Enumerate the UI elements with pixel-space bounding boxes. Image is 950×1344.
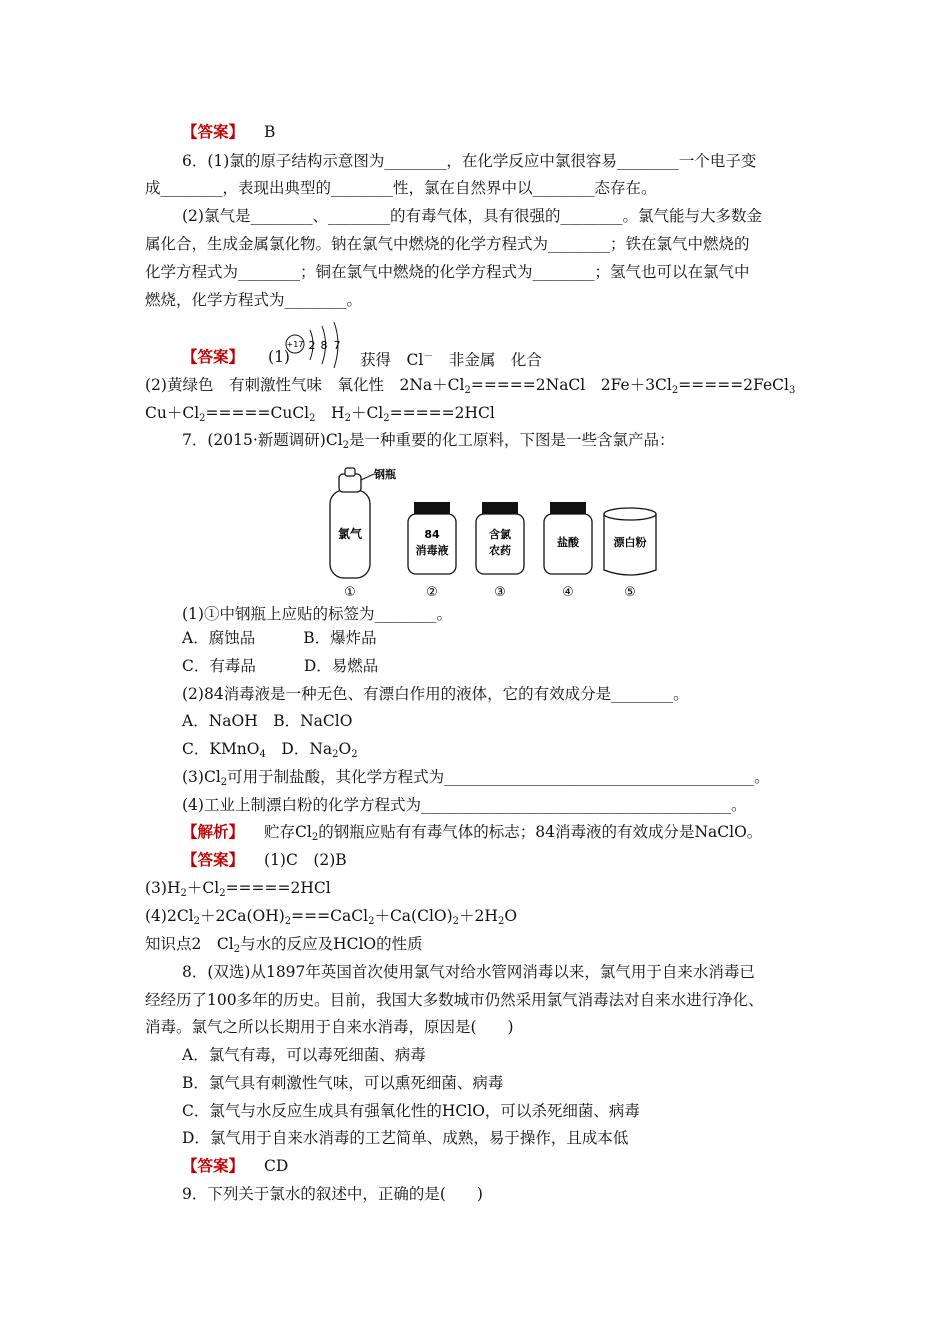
answer-part-prefix: (1) — [268, 348, 290, 366]
product-label-3a: 含氯 — [489, 528, 511, 541]
q6-line-2: 成________，表现出典型的________性，氯在自然界中以________态存在。 — [145, 179, 657, 197]
product-number-5: ⑤ — [624, 585, 636, 600]
question-text: 是一种重要的化工原料，下图是一些含氯产品： — [349, 431, 675, 449]
q7-part-3 — [182, 767, 770, 793]
subscript: 2 — [199, 413, 206, 424]
subscript: 2 — [332, 749, 339, 760]
q6-line-4: 属化合，生成金属氯化物。钠在氯气中燃烧的化学方程式为________；铁在氯气中燃烧的 — [145, 235, 750, 253]
option-d: D．易燃品 — [303, 657, 379, 675]
q7-answer-4 — [145, 906, 517, 932]
chlorine-products-figure — [320, 466, 660, 604]
answer-text: 获得 Cl — [360, 351, 424, 369]
product-number-2: ② — [426, 585, 438, 600]
product-number-3: ③ — [494, 585, 506, 600]
q8-line-3: 消毒。氯气之所以长期用于自来水消毒，原因是( ) — [145, 1018, 514, 1036]
answer-text: (2)黄绿色 有刺激性气味 氧化性 2Na＋Cl — [145, 376, 465, 394]
answer-text: ＋Cl — [186, 879, 220, 897]
shell-electrons-1: 2 — [308, 339, 316, 352]
subscript: 2 — [233, 944, 241, 955]
q7-p2-row-2 — [182, 739, 358, 765]
answer-tag: 【答案】 — [182, 850, 245, 869]
product-number-1: ① — [344, 585, 356, 600]
answer-text: =====2HCl — [389, 404, 495, 422]
section-heading: 与水的反应及HClO的性质 — [240, 935, 423, 953]
answer-text: ＋Ca(ClO) — [374, 907, 453, 925]
subscript: 4 — [259, 749, 266, 760]
answer-text: ＋2Ca(OH) — [200, 907, 285, 925]
subscript: 2 — [220, 777, 228, 788]
subscript: 2 — [497, 916, 505, 927]
subscript: 2 — [383, 413, 390, 424]
cylinder-label: 钢瓶 — [374, 468, 396, 481]
q7-p1-row-2 — [182, 656, 378, 676]
product-label-2a: 84 — [424, 528, 440, 541]
analysis-tag: 【解析】 — [182, 822, 245, 841]
subscript: 2 — [344, 413, 351, 424]
shell-electrons-3: 7 — [333, 339, 341, 352]
product-label-4: 盐酸 — [557, 536, 579, 549]
nucleus-charge: +17 — [286, 340, 304, 349]
q7-part-1: (1)①中钢瓶上应贴的标签为________。 — [182, 605, 452, 623]
q8-option-a: A．氯气有毒，可以毒死细菌、病毒 — [182, 1046, 426, 1064]
analysis-text: 的钢瓶应贴有有毒气体的标志；84消毒液的有效成分是NaClO。 — [318, 823, 763, 841]
knowledge-point-2 — [145, 934, 423, 960]
option-a: A．腐蚀品 — [182, 629, 256, 647]
subscript: 2 — [452, 916, 460, 927]
answer-text: CD — [264, 1157, 289, 1175]
superscript: － — [423, 351, 434, 362]
subscript: 2 — [464, 385, 471, 396]
q7-answer-3 — [145, 878, 331, 904]
answer-tag: 【答案】 — [182, 122, 245, 141]
q7-part-2: (2)84消毒液是一种无色、有漂白作用的液体，它的有效成分是________。 — [182, 685, 689, 703]
subscript: 2 — [180, 888, 187, 899]
analysis-text: 贮存Cl — [264, 823, 312, 841]
answer-text: (1)C (2)B — [264, 851, 347, 869]
steel-cylinder — [330, 468, 374, 578]
answer-text: 非金属 化合 — [433, 351, 542, 369]
subscript: 2 — [284, 916, 292, 927]
answer-text: ===CaCl — [291, 907, 369, 925]
answer-text: (3)H — [145, 879, 181, 897]
answer-text: (4)2Cl — [145, 907, 194, 925]
chlorine-atom-diagram — [284, 320, 350, 370]
section-heading: 知识点2 Cl — [145, 935, 234, 953]
option-b: B．爆炸品 — [303, 629, 377, 647]
product-label-5: 漂白粉 — [613, 536, 647, 549]
q8-answer — [182, 1156, 288, 1176]
question-text: 7．(2015·新题调研)Cl — [182, 431, 343, 449]
q7-part-4: (4)工业上制漂白粉的化学方程式为________________________________________。 — [182, 796, 747, 814]
option-d-cont: O — [338, 740, 352, 758]
subscript: 2 — [219, 888, 226, 899]
q6-answer-line-1-rest — [360, 347, 542, 370]
product-label-1: 氯气 — [337, 527, 363, 541]
q6-line-3: (2)氯气是________、________的有毒气体，具有很强的________。氯气能与大多数金 — [182, 207, 762, 225]
subscript: 2 — [671, 385, 679, 396]
q6-answer-line-1 — [182, 347, 290, 367]
product-label-2b: 消毒液 — [415, 544, 449, 557]
answer-text: ＋Cl — [350, 404, 384, 422]
q7-p1-row-1 — [182, 628, 377, 648]
answer-text: =====2HCl — [225, 879, 331, 897]
q8-option-b: B．氯气具有刺激性气味，可以熏死细菌、病毒 — [182, 1074, 504, 1092]
q7-answer — [182, 850, 347, 870]
q6-line-6: 燃烧，化学方程式为________。 — [145, 291, 363, 309]
q9-line-1: 9．下列关于氯水的叙述中，正确的是( ) — [182, 1185, 483, 1203]
q6-answer-line-3 — [145, 403, 495, 429]
answer-text: O — [504, 907, 518, 925]
subscript: 3 — [788, 385, 796, 396]
subscript: 2 — [193, 916, 201, 927]
question-text: (3)Cl — [182, 768, 221, 786]
answer-text: =====2FeCl — [678, 376, 789, 394]
answer-text: =====2NaCl 2Fe＋3Cl — [470, 376, 672, 394]
q5-answer-line — [182, 122, 275, 142]
option-c: C．KMnO — [182, 740, 260, 758]
q6-answer-line-2 — [145, 375, 795, 401]
subscript: 2 — [311, 832, 319, 843]
question-text: 可用于制盐酸，其化学方程式为________________________________________。 — [227, 768, 770, 786]
option-d: D．Na — [265, 740, 333, 758]
subscript: 2 — [309, 413, 316, 424]
option-c: C．有毒品 — [182, 657, 256, 675]
answer-tag: 【答案】 — [182, 347, 245, 366]
q8-line-1: 8．(双选)从1897年英国首次使用氯气对给水管网消毒以来，氯气用于自来水消毒已 — [182, 963, 755, 981]
answer-tag: 【答案】 — [182, 1156, 245, 1175]
q7-analysis — [182, 822, 762, 848]
q7-p2-row-1: A．NaOH B．NaClO — [182, 712, 353, 730]
q8-option-d: D．氯气用于自来水消毒的工艺简单、成熟，易于操作，且成本低 — [182, 1129, 629, 1147]
subscript: 2 — [342, 440, 350, 451]
answer-text: =====CuCl — [205, 404, 310, 422]
answer-text: ＋2H — [459, 907, 498, 925]
q6-line-1: 6．(1)氯的原子结构示意图为________，在化学反应中氯很容易________一个电子变 — [182, 152, 757, 170]
product-label-3b: 农药 — [489, 544, 511, 557]
q8-option-c: C．氯气与水反应生成具有强氧化性的HClO，可以杀死细菌、病毒 — [182, 1102, 640, 1120]
q7-intro — [182, 430, 675, 456]
answer-text: H — [315, 404, 345, 422]
answer-text: Cu＋Cl — [145, 404, 200, 422]
q6-line-5: 化学方程式为________；铜在氯气中燃烧的化学方程式为________；氢气也可以在氯气中 — [145, 263, 750, 281]
answer-text: B — [264, 123, 276, 141]
product-number-4: ④ — [562, 585, 574, 600]
shell-electrons-2: 8 — [320, 339, 328, 352]
subscript: 2 — [368, 916, 375, 927]
subscript: 2 — [351, 749, 358, 760]
q8-line-2: 经经历了100多年的历史。目前，我国大多数城市仍然采用氯气消毒法对自来水进行净化、 — [145, 991, 764, 1009]
